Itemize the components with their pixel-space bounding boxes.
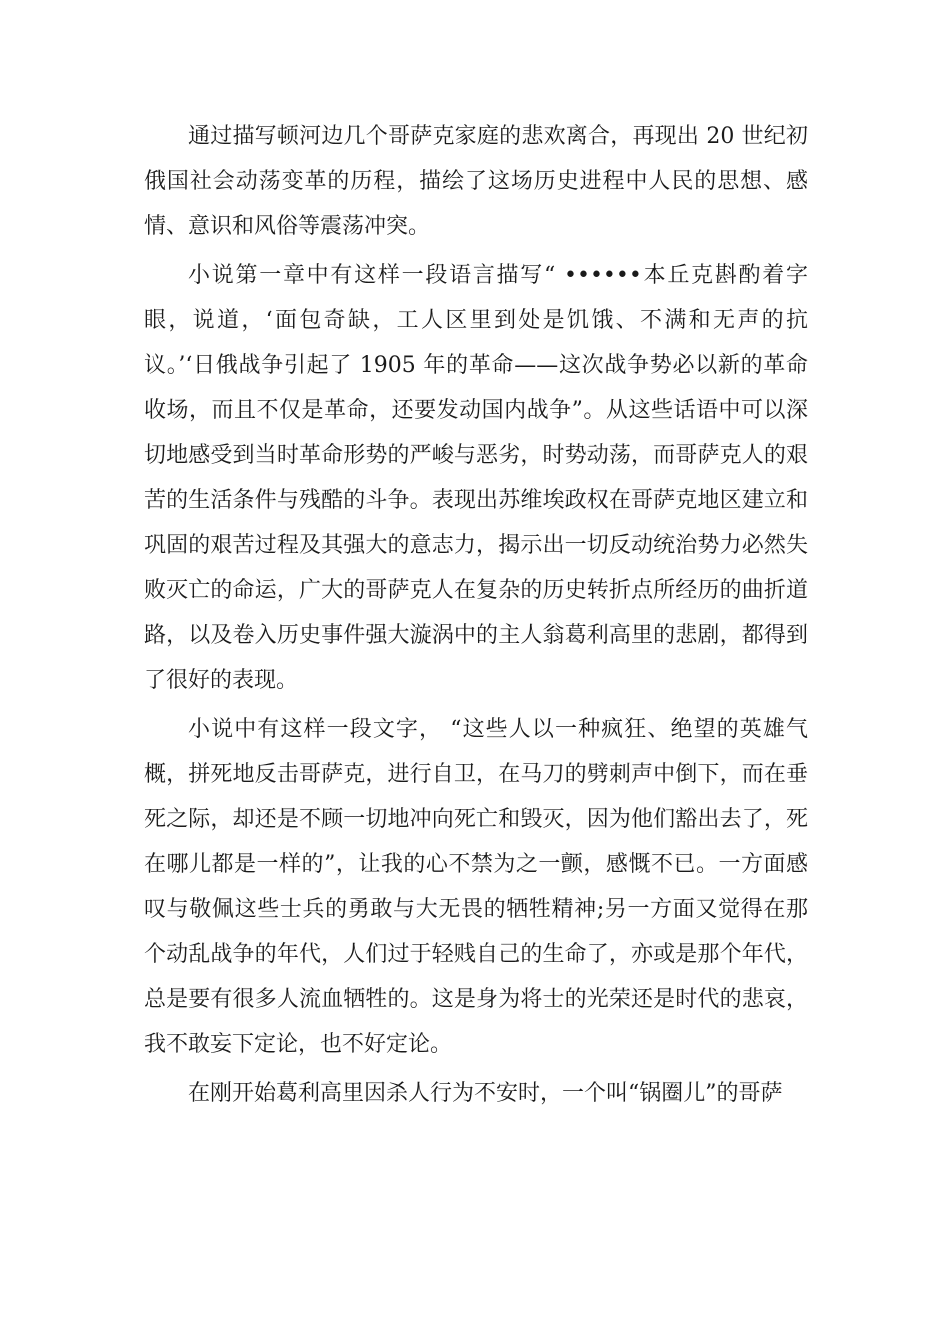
paragraph-2: 小说第一章中有这样一段语言描写“ ••••••本丘克斟酌着字眼，说道，‘面包奇缺，工人区里到处是饥饿、不满和无声的抗议。’‘日俄战争引起了 1905 年的革命——这次战争势必以新的革命收场，而且不仅是革命，还要发动国内战争”。从这些话语中可以深切地感受到当时革命形势的严峻与恶劣，时势动荡，而哥萨克人的艰苦的生活条件与残酷的斗争。表现出苏维埃政权在哥萨克地区建立和巩固的艰苦过程及其强大的意志力，揭示出一切反动统治势力必然失败灭亡的命运，广大的哥萨克人在复杂的历史转折点所经历的曲折道路，以及卷入历史事件强大漩涡中的主人翁葛利高里的悲剧，都得到了很好的表现。 xyxy=(144,263,808,693)
document-body xyxy=(144,114,808,1116)
paragraph-4: 在刚开始葛利高里因杀人行为不安时，一个叫“锅圈儿”的哥萨 xyxy=(188,1081,783,1106)
paragraph-1: 通过描写顿河边几个哥萨克家庭的悲欢离合，再现出 20 世纪初俄国社会动荡变革的历程，描绘了这场历史进程中人民的思想、感情、意识和风俗等震荡冲突。 xyxy=(144,124,808,239)
paragraph-3: 小说中有这样一段文字， “这些人以一种疯狂、绝望的英雄气概，拼死地反击哥萨克，进行自卫，在马刀的劈刺声中倒下，而在垂死之际，却还是不顾一切地冲向死亡和毁灭，因为他们豁出去了，死在哪儿都是一样的”，让我的心不禁为之一颤，感慨不已。一方面感叹与敬佩这些士兵的勇敢与大无畏的牺牲精神;另一方面又觉得在那个动乱战争的年代，人们过于轻贱自己的生命了，亦或是那个年代，总是要有很多人流血牺牲的。这是身为将士的光荣还是时代的悲哀，我不敢妄下定论，也不好定论。 xyxy=(144,717,808,1057)
